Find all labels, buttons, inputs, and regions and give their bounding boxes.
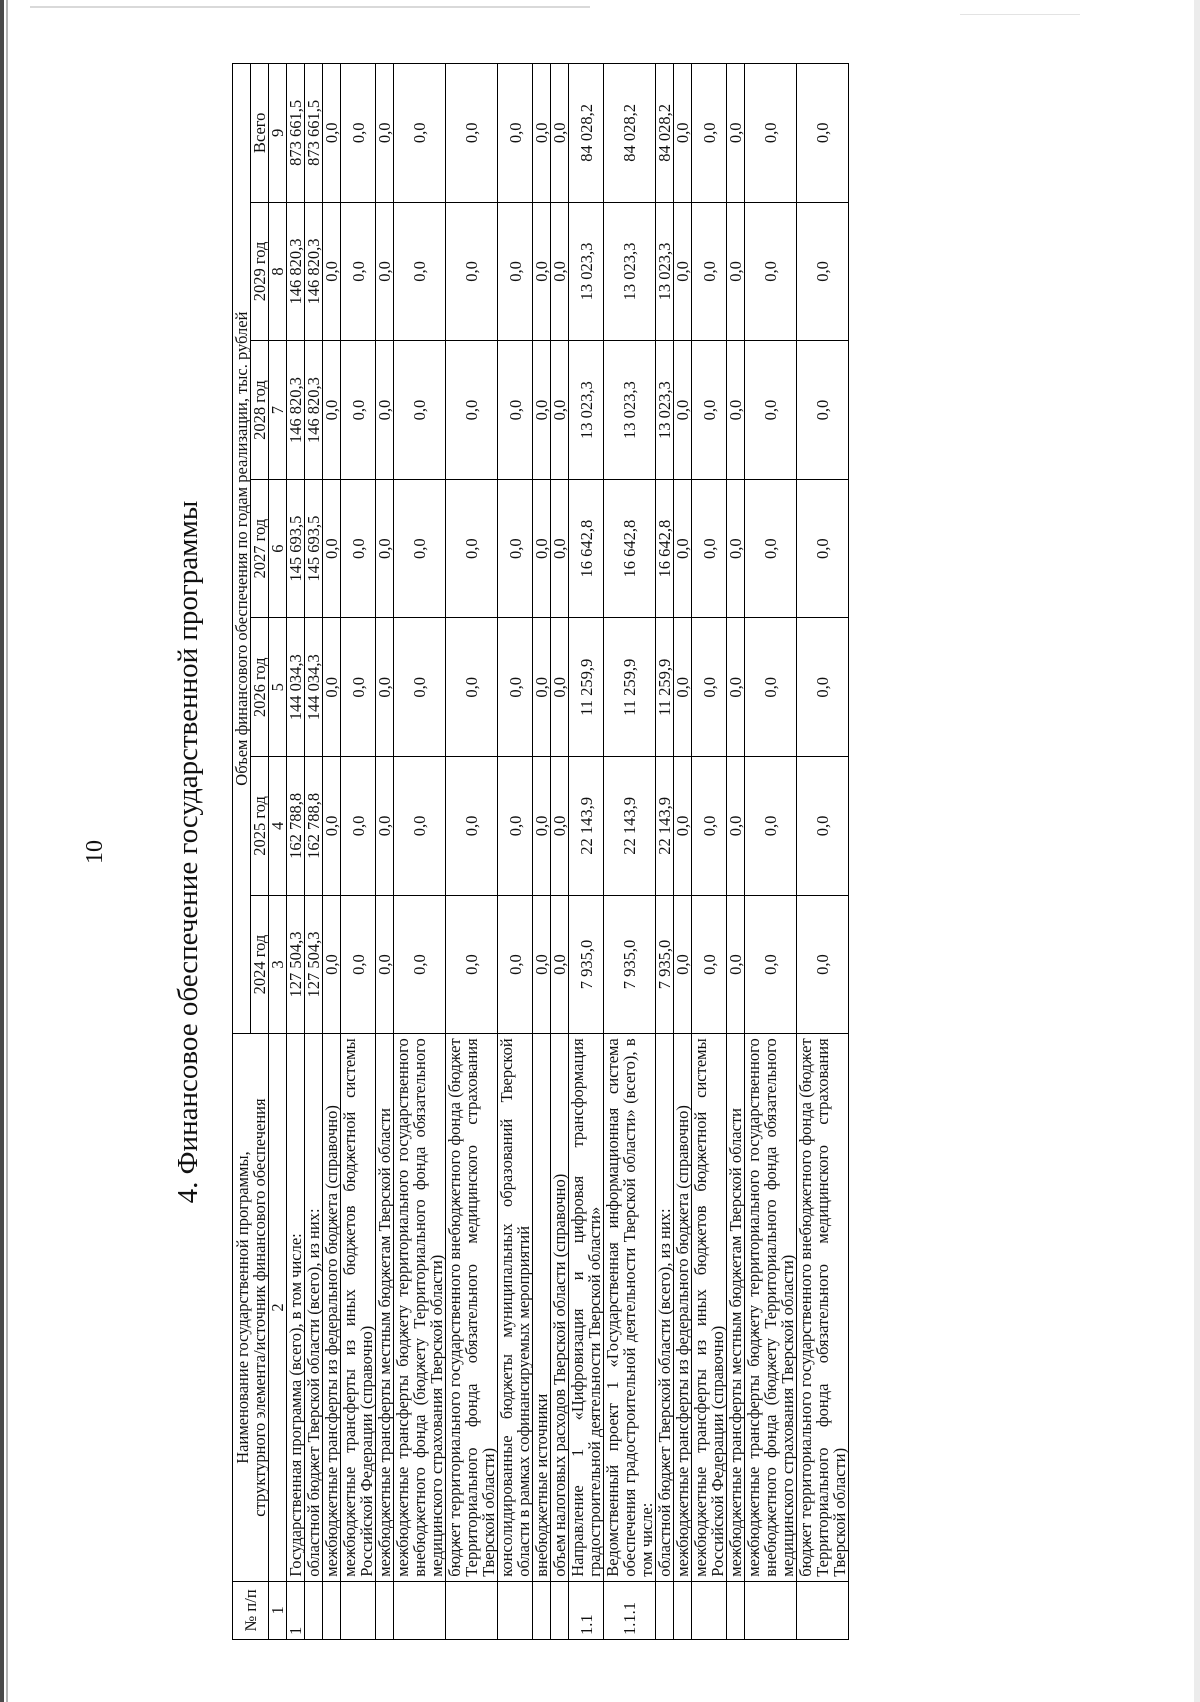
row-value-cell: 0,0 [323,618,341,757]
table-row [745,64,797,1640]
row-number-cell [323,1581,341,1639]
row-value-cell: 0,0 [551,895,569,1034]
header-year-cell: 2028 год [251,341,269,480]
row-value-cell: 0,0 [551,618,569,757]
row-value-cell: 7 935,0 [604,895,656,1034]
header-name-line2: структурного элемента/источник финансового обеспечения [249,1098,269,1517]
row-name-cell: объем налоговых расходов Тверской области (справочно) [551,1034,569,1582]
row-value-cell: 0,0 [394,341,446,480]
row-total-cell: 0,0 [533,64,551,203]
row-name-cell: межбюджетные трансферты бюджету территориального государственного внебюджетного фонда (бюджету Территориального фонда обязательного медицинского страхования Тверской области) [745,1034,797,1582]
row-number-cell: 1.1 [569,1581,604,1639]
column-index-cell: 7 [269,341,287,480]
header-year-cell: 2029 год [251,202,269,341]
row-value-cell: 144 034,3 [305,618,323,757]
row-total-cell: 0,0 [797,64,849,203]
header-year-cell: 2027 год [251,479,269,618]
row-value-cell: 0,0 [341,895,376,1034]
row-value-cell: 13 023,3 [569,202,604,341]
row-value-cell: 0,0 [498,618,533,757]
row-value-cell: 0,0 [551,757,569,896]
row-value-cell: 0,0 [727,202,745,341]
row-value-cell: 0,0 [376,757,394,896]
row-name-cell: внебюджетные источники [533,1034,551,1582]
page-number: 10 [82,840,108,864]
row-value-cell: 0,0 [533,618,551,757]
row-value-cell: 16 642,8 [656,479,674,618]
row-value-cell: 0,0 [323,895,341,1034]
row-value-cell: 0,0 [797,757,849,896]
row-value-cell: 0,0 [533,895,551,1034]
table-row [674,64,692,1640]
row-value-cell: 0,0 [727,618,745,757]
table-row [797,64,849,1640]
row-value-cell: 144 034,3 [287,618,305,757]
row-value-cell: 0,0 [533,479,551,618]
header-name-line1: Наименование государственной программы, [232,1151,252,1464]
row-value-cell: 0,0 [674,479,692,618]
row-number-cell [656,1581,674,1639]
column-index-cell: 1 [269,1581,287,1639]
table-row [341,64,376,1640]
row-value-cell: 0,0 [745,618,797,757]
column-index-cell: 8 [269,202,287,341]
row-total-cell: 0,0 [727,64,745,203]
row-number-cell [394,1581,446,1639]
row-name-cell: межбюджетные трансферты бюджету территориального государственного внебюджетного фонда (бюджету Территориального фонда обязательного медицинского страхования Тверской области) [394,1034,446,1582]
row-total-cell: 0,0 [341,64,376,203]
row-value-cell: 0,0 [692,757,727,896]
row-value-cell: 16 642,8 [604,479,656,618]
row-value-cell: 11 259,9 [604,618,656,757]
row-number-cell [341,1581,376,1639]
table-row [376,64,394,1640]
row-value-cell: 0,0 [498,341,533,480]
row-name-cell: Направление 1 «Цифровизация и цифровая трансформация градостроительной деятельности Тверской области» [569,1034,604,1582]
column-index-cell: 5 [269,618,287,757]
row-value-cell: 0,0 [446,895,498,1034]
row-value-cell: 0,0 [498,757,533,896]
row-name-cell: областной бюджет Тверской области (всего), из них: [656,1034,674,1582]
row-value-cell: 0,0 [745,757,797,896]
row-value-cell: 0,0 [498,479,533,618]
table-row [692,64,727,1640]
row-total-cell: 0,0 [692,64,727,203]
row-value-cell: 0,0 [745,202,797,341]
row-value-cell: 0,0 [745,479,797,618]
row-value-cell: 0,0 [797,895,849,1034]
row-value-cell: 0,0 [446,341,498,480]
row-value-cell: 0,0 [727,341,745,480]
row-total-cell: 873 661,5 [287,64,305,203]
row-value-cell: 0,0 [745,341,797,480]
row-total-cell: 0,0 [446,64,498,203]
row-name-cell: областной бюджет Тверской области (всего), из них: [305,1034,323,1582]
column-index-cell: 9 [269,64,287,203]
row-value-cell: 0,0 [533,202,551,341]
header-year-cell: 2026 год [251,618,269,757]
table-row [569,64,604,1640]
row-value-cell: 0,0 [376,479,394,618]
financing-table [232,63,849,1640]
column-index-row [269,64,287,1640]
row-value-cell: 146 820,3 [287,202,305,341]
row-value-cell: 13 023,3 [604,202,656,341]
row-value-cell: 146 820,3 [305,202,323,341]
row-value-cell: 22 143,9 [569,757,604,896]
row-value-cell: 11 259,9 [656,618,674,757]
row-value-cell: 13 023,3 [569,341,604,480]
row-value-cell: 0,0 [674,618,692,757]
row-value-cell: 0,0 [797,479,849,618]
row-value-cell: 0,0 [323,757,341,896]
row-value-cell: 16 642,8 [569,479,604,618]
row-number-cell [692,1581,727,1639]
column-index-cell: 2 [269,1034,287,1582]
row-value-cell: 0,0 [376,895,394,1034]
row-number-cell [674,1581,692,1639]
row-name-cell: бюджет территориального государственного внебюджетного фонда (бюджет Территориального фонда обязательного медицинского страхования Тверской области) [446,1034,498,1582]
row-value-cell: 7 935,0 [569,895,604,1034]
row-total-cell: 0,0 [498,64,533,203]
row-value-cell: 162 788,8 [287,757,305,896]
row-value-cell: 145 693,5 [287,479,305,618]
row-value-cell: 146 820,3 [287,341,305,480]
row-value-cell: 127 504,3 [287,895,305,1034]
column-index-cell: 6 [269,479,287,618]
row-value-cell: 0,0 [692,895,727,1034]
table-row [533,64,551,1640]
row-value-cell: 0,0 [394,479,446,618]
row-total-cell: 0,0 [394,64,446,203]
row-value-cell: 11 259,9 [569,618,604,757]
table-row [551,64,569,1640]
row-number-cell [305,1581,323,1639]
row-value-cell: 0,0 [692,341,727,480]
row-value-cell: 0,0 [341,479,376,618]
row-value-cell: 0,0 [394,618,446,757]
header-volume-cell: Объем финансового обеспечения по годам реализации, тыс. рублей [233,64,251,1034]
row-value-cell: 0,0 [446,479,498,618]
row-value-cell: 0,0 [341,341,376,480]
row-value-cell: 145 693,5 [305,479,323,618]
row-name-cell: Ведомственный проект 1 «Государственная информационная система обеспечения градостроительной деятельности Тверской области» (всего), в том числе: [604,1034,656,1582]
row-name-cell: межбюджетные трансферты из иных бюджетов бюджетной системы Российской Федерации (справочно) [341,1034,376,1582]
column-index-cell: 4 [269,757,287,896]
row-value-cell: 13 023,3 [656,202,674,341]
header-number-cell: № п/п [233,1581,269,1639]
row-total-cell: 84 028,2 [569,64,604,203]
row-name-cell: межбюджетные трансферты из иных бюджетов бюджетной системы Российской Федерации (справочно) [692,1034,727,1582]
header-year-cell: 2024 год [251,895,269,1034]
row-number-cell [551,1581,569,1639]
table-row [305,64,323,1640]
row-value-cell: 0,0 [674,895,692,1034]
row-total-cell: 0,0 [323,64,341,203]
row-value-cell: 0,0 [551,202,569,341]
row-name-cell: Государственная программа (всего), в том числе: [287,1034,305,1582]
table-row [323,64,341,1640]
row-name-cell: межбюджетные трансферты из федерального бюджета (справочно) [674,1034,692,1582]
row-value-cell: 0,0 [376,202,394,341]
row-name-cell: консолидированные бюджеты муниципальных образований Тверской области в рамках софинансируемых мероприятий [498,1034,533,1582]
row-value-cell: 13 023,3 [656,341,674,480]
row-name-cell: бюджет территориального государственного внебюджетного фонда (бюджет Территориального фонда обязательного медицинского страхования Тверской области) [797,1034,849,1582]
row-value-cell: 0,0 [692,618,727,757]
row-value-cell: 22 143,9 [656,757,674,896]
row-value-cell: 22 143,9 [604,757,656,896]
row-value-cell: 0,0 [551,479,569,618]
table-row [446,64,498,1640]
header-total-cell: Всего [251,64,269,203]
row-name-cell: межбюджетные трансферты местным бюджетам Тверской области [727,1034,745,1582]
row-total-cell: 84 028,2 [604,64,656,203]
row-value-cell: 0,0 [797,618,849,757]
header-name-cell [233,1034,269,1582]
row-value-cell: 146 820,3 [305,341,323,480]
row-value-cell: 0,0 [797,341,849,480]
row-value-cell: 0,0 [446,618,498,757]
row-number-cell [797,1581,849,1639]
row-value-cell: 0,0 [674,341,692,480]
row-value-cell: 0,0 [323,341,341,480]
column-index-cell: 3 [269,895,287,1034]
row-value-cell: 162 788,8 [305,757,323,896]
row-number-cell: 1.1.1 [604,1581,656,1639]
row-number-cell [533,1581,551,1639]
row-number-cell [745,1581,797,1639]
row-value-cell: 0,0 [745,895,797,1034]
row-value-cell: 13 023,3 [604,341,656,480]
table-row [656,64,674,1640]
row-total-cell: 0,0 [376,64,394,203]
row-value-cell: 0,0 [551,341,569,480]
row-value-cell: 0,0 [692,202,727,341]
row-value-cell: 0,0 [446,757,498,896]
row-value-cell: 0,0 [674,757,692,896]
row-value-cell: 0,0 [376,618,394,757]
row-value-cell: 0,0 [727,479,745,618]
row-value-cell: 0,0 [376,341,394,480]
row-value-cell: 0,0 [533,341,551,480]
row-number-cell [498,1581,533,1639]
table-row [287,64,305,1640]
row-value-cell: 0,0 [533,757,551,896]
row-value-cell: 0,0 [727,895,745,1034]
row-value-cell: 0,0 [323,202,341,341]
row-value-cell: 0,0 [692,479,727,618]
row-number-cell [727,1581,745,1639]
row-value-cell: 0,0 [498,202,533,341]
row-value-cell: 127 504,3 [305,895,323,1034]
row-total-cell: 0,0 [745,64,797,203]
row-value-cell: 0,0 [323,479,341,618]
row-total-cell: 0,0 [674,64,692,203]
header-year-cell: 2025 год [251,757,269,896]
header-row [233,64,251,1640]
row-value-cell: 0,0 [394,895,446,1034]
section-title: 4. Финансовое обеспечение государственной программы [172,500,204,1204]
row-value-cell: 0,0 [446,202,498,341]
row-number-cell: 1 [287,1581,305,1639]
row-number-cell [376,1581,394,1639]
row-value-cell: 0,0 [341,202,376,341]
row-value-cell: 7 935,0 [656,895,674,1034]
table-row [604,64,656,1640]
row-name-cell: межбюджетные трансферты из федерального бюджета (справочно) [323,1034,341,1582]
row-value-cell: 0,0 [498,895,533,1034]
row-value-cell: 0,0 [341,757,376,896]
row-value-cell: 0,0 [797,202,849,341]
row-total-cell: 873 661,5 [305,64,323,203]
table-body [287,64,849,1640]
row-value-cell: 0,0 [394,757,446,896]
table-row [394,64,446,1640]
row-value-cell: 0,0 [341,618,376,757]
table-row [727,64,745,1640]
row-value-cell: 0,0 [727,757,745,896]
row-value-cell: 0,0 [394,202,446,341]
row-value-cell: 0,0 [674,202,692,341]
row-total-cell: 0,0 [551,64,569,203]
table-row [498,64,533,1640]
row-number-cell [446,1581,498,1639]
row-total-cell: 84 028,2 [656,64,674,203]
row-name-cell: межбюджетные трансферты местным бюджетам Тверской области [376,1034,394,1582]
